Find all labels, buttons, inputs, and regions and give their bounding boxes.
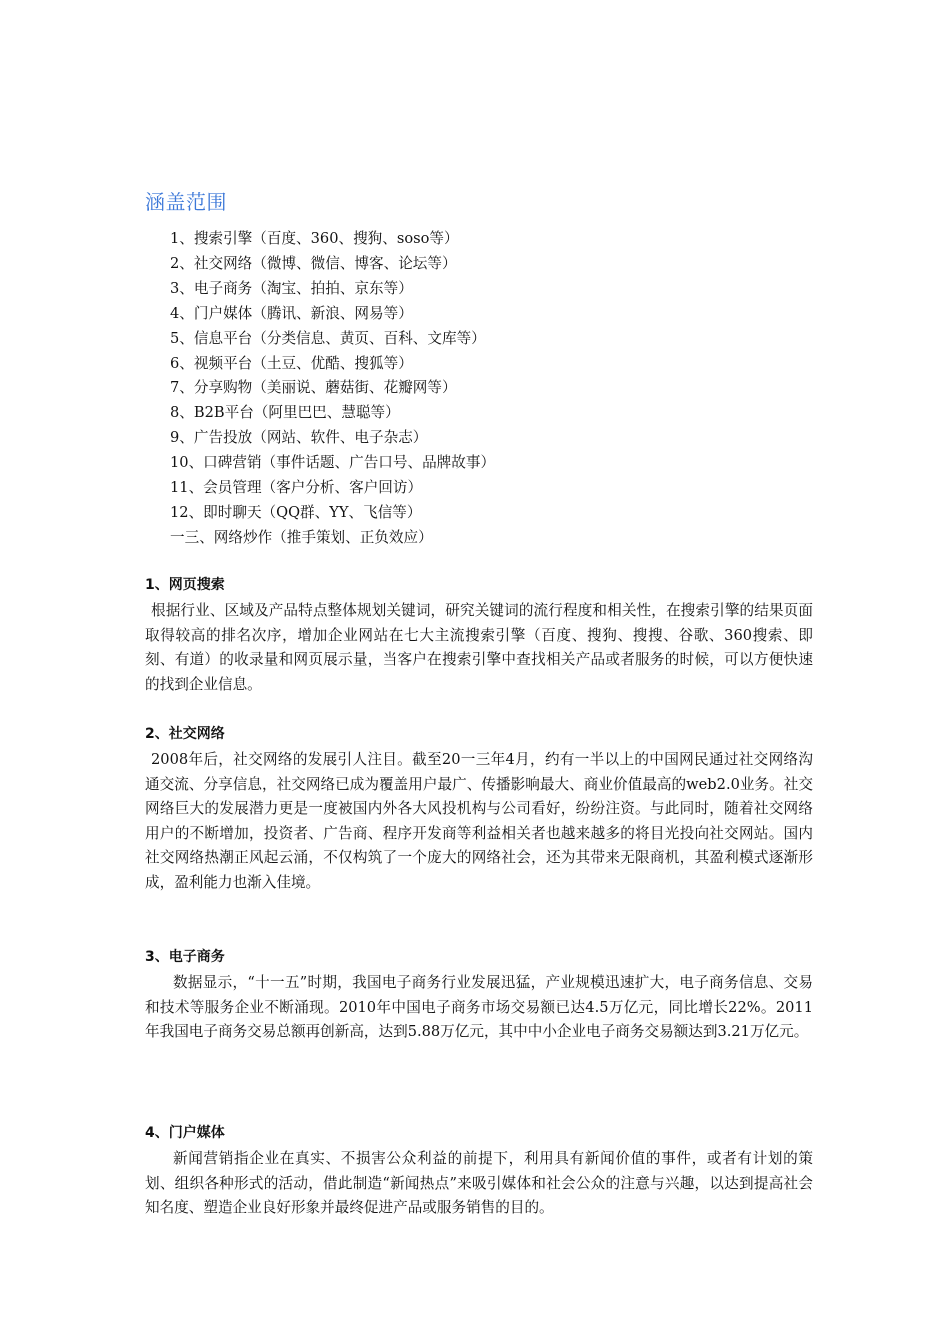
coverage-heading: 涵盖范围: [145, 190, 227, 214]
section-body: 新闻营销指企业在真实、不损害公众利益的前提下，利用具有新闻价值的事件，或者有计划的策划、组织各种形式的活动，借此制造“新闻热点”来吸引媒体和社会公众的注意与兴趣，以达到提高社会知名度、塑造企业良好形象并最终促进产品或服务销售的目的。: [145, 1150, 813, 1217]
section-web-search: [145, 575, 813, 697]
list-item: 10、口碑营销（事件话题、广告口号、品牌故事）: [170, 454, 496, 472]
section-body: 2008年后，社交网络的发展引人注目。截至20一三年4月，约有一半以上的中国网民通过社交网络沟通交流、分享信息，社交网络已成为覆盖用户最广、传播影响最大、商业价值最高的web2.0业务。社交网络巨大的发展潜力更是一度被国内外各大风投机构与公司看好，纷纷注资。与此同时，随着社交网络用户的不断增加，投资者、广告商、程序开发商等利益相关者也越来越多的将目光投向社交网站。国内社交网络热潮正风起云涌，不仅构筑了一个庞大的网络社会，还为其带来无限商机，其盈利模式逐渐形成，盈利能力也渐入佳境。: [145, 751, 813, 891]
list-item: 11、会员管理（客户分析、客户回访）: [170, 479, 423, 497]
section-body: 根据行业、区域及产品特点整体规划关键词，研究关键词的流行程度和相关性，在搜索引擎的结果页面取得较高的排名次序，增加企业网站在七大主流搜索引擎（百度、搜狗、搜搜、谷歌、360搜索、即刻、有道）的收录量和网页展示量，当客户在搜索引擎中查找相关产品或者服务的时候，可以方便快速的找到企业信息。: [145, 602, 813, 693]
list-item: 6、视频平台（土豆、优酷、搜狐等）: [170, 354, 413, 372]
section-title: 1、网页搜索: [145, 577, 225, 593]
list-item: 一三、网络炒作（推手策划、正负效应）: [170, 528, 433, 546]
list-item: 2、社交网络（微博、微信、博客、论坛等）: [170, 254, 457, 272]
section-title: 2、社交网络: [145, 726, 225, 742]
section-social-network: [145, 724, 813, 896]
list-item: 7、分享购物（美丽说、蘑菇街、花瓣网等）: [170, 379, 457, 397]
list-item: 9、广告投放（网站、软件、电子杂志）: [170, 429, 428, 447]
list-item: 5、信息平台（分类信息、黄页、百科、文库等）: [170, 329, 486, 347]
section-body: 数据显示，“十一五”时期，我国电子商务行业发展迅猛，产业规模迅速扩大，电子商务信息、交易和技术等服务企业不断涌现。2010年中国电子商务市场交易额已达4.5万亿元，同比增长22%。2011年我国电子商务交易总额再创新高，达到5.88万亿元，其中中小企业电子商务交易额达到3.21万亿元。: [145, 974, 813, 1041]
section-portal-media: [145, 1123, 813, 1221]
section-ecommerce: [145, 947, 813, 1045]
section-title: 3、电子商务: [145, 949, 225, 965]
list-item: 3、电子商务（淘宝、拍拍、京东等）: [170, 279, 413, 297]
section-title: 4、门户媒体: [145, 1125, 225, 1141]
list-item: 1、搜索引擎（百度、360、搜狗、soso等）: [170, 230, 459, 247]
list-item: 12、即时聊天（QQ群、YY、飞信等）: [170, 503, 422, 521]
coverage-list: [170, 227, 495, 551]
list-item: 4、门户媒体（腾讯、新浪、网易等）: [170, 304, 413, 322]
list-item: 8、B2B平台（阿里巴巴、慧聪等）: [170, 404, 400, 422]
